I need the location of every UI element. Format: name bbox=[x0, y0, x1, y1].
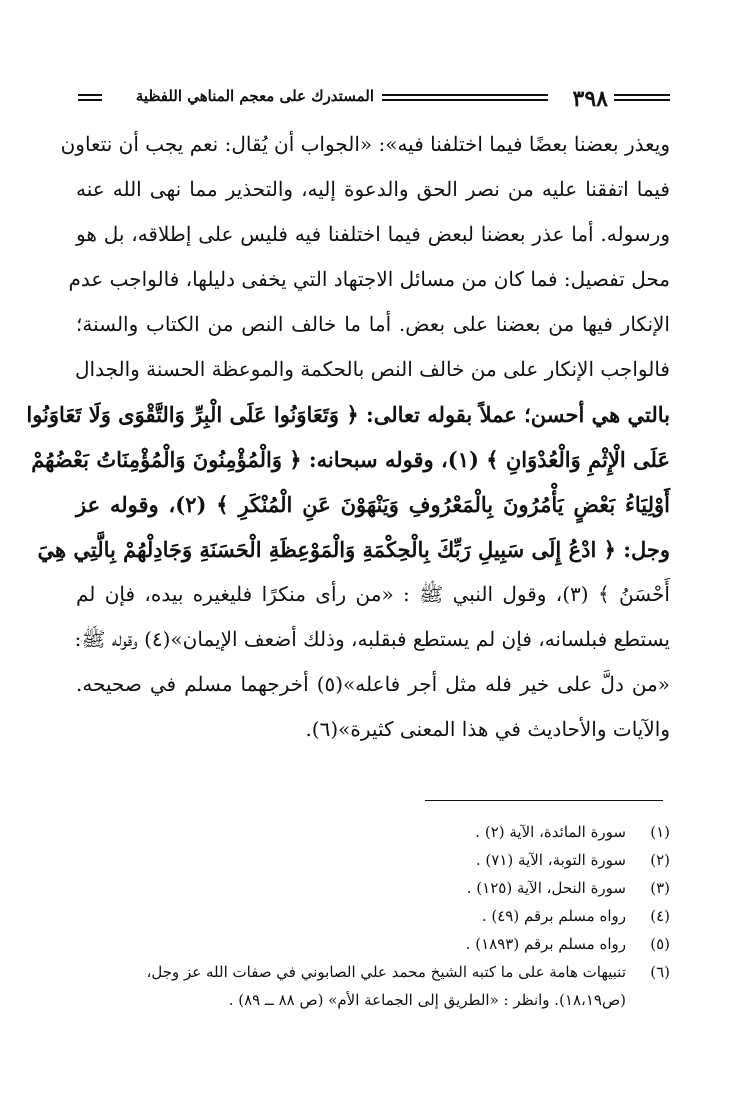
text-line: يستطع فبلسانه، فإن لم يستطع فبقلبه، وذلك أضعف الإيمان»(٤) وقوله ﷺ: bbox=[74, 627, 670, 651]
text-line-quran: عَلَى الْإِثْمِ وَالْعُدْوَانِ ﴾ (١)، وقوله سبحانه: ﴿ وَالْمُؤْمِنُونَ وَالْمُؤْمِنَاتُ بَعْضُهُمْ bbox=[31, 447, 670, 472]
text-line: الإنكار فيها من بعضنا على بعض. أما ما خالف النص من الكتاب والسنة؛ bbox=[76, 312, 670, 336]
footnote bbox=[76, 874, 670, 902]
header-rule-right bbox=[614, 94, 670, 101]
footnote bbox=[76, 818, 670, 846]
page-number: ٣٩٨ bbox=[572, 86, 608, 112]
footnote bbox=[76, 930, 670, 958]
text-line: «من دلَّ على خير فله مثل أجر فاعله»(٥) أخرجهما مسلم في صحيحه. bbox=[76, 672, 671, 696]
header-rule-middle bbox=[382, 94, 548, 101]
footnote-text: سورة التوبة، الآية (٧١) . bbox=[475, 851, 626, 869]
footnote-text: رواه مسلم برقم (١٨٩٣) . bbox=[465, 935, 626, 953]
footnotes bbox=[76, 818, 670, 1014]
text-line-quran: بالتي هي أحسن؛ عملاً بقوله تعالى: ﴿ وَتَعَاوَنُوا عَلَى الْبِرِّ وَالتَّقْوَى وَلَا تَعَاوَنُوا bbox=[26, 402, 670, 427]
text-line: ورسوله. أما عذر بعضنا لبعض فيما اختلفنا فيه فليس على إطلاقه، بل هو bbox=[76, 222, 670, 246]
footnote-number: (٤) bbox=[650, 907, 670, 925]
footnote bbox=[76, 846, 670, 874]
footnote-number: (١) bbox=[650, 823, 670, 841]
page-header bbox=[78, 86, 670, 114]
text-line: محل تفصيل: فما كان من مسائل الاجتهاد التي يخفى دليلها، فالواجب عدم bbox=[68, 267, 670, 291]
text-line-quran: وجل: ﴿ ادْعُ إِلَى سَبِيلِ رَبِّكَ بِالْحِكْمَةِ وَالْمَوْعِظَةِ الْحَسَنَةِ وَجَادِلْهُمْ بِالَّتِي هِيَ bbox=[37, 537, 670, 562]
footnote-number: (٦) bbox=[650, 963, 670, 981]
footnote-text: سورة المائدة، الآية (٢) . bbox=[475, 823, 626, 841]
footnote-text: سورة النحل، الآية (١٢٥) . bbox=[466, 879, 626, 897]
header-rule-left bbox=[78, 94, 102, 101]
text-line: فيما اتفقنا عليه من نصر الحق والدعوة إليه، والتحذير مما نهى الله عنه bbox=[76, 177, 670, 201]
running-title: المستدرك على معجم المناهي اللفظية bbox=[135, 87, 374, 105]
main-text bbox=[26, 122, 671, 752]
footnote bbox=[76, 958, 670, 1014]
text-line: ويعذر بعضنا بعضًا فيما اختلفنا فيه»: «الجواب أن يُقال: نعم يجب أن نتعاون bbox=[60, 132, 670, 156]
footnote-number: (٣) bbox=[650, 879, 670, 897]
text-line: والآيات والأحاديث في هذا المعنى كثيرة»(٦). bbox=[305, 717, 670, 741]
footnote-text: رواه مسلم برقم (٤٩) . bbox=[481, 907, 626, 925]
footnote bbox=[76, 902, 670, 930]
footnote-text: تنبيهات هامة على ما كتبه الشيخ محمد علي الصابوني في صفات الله عز وجل، (ص١٨،١٩). وانظر : «الطريق إلى الجماعة الأم» (ص ٨٨ ــ ٨٩) . bbox=[146, 963, 626, 1009]
footnote-separator bbox=[425, 800, 663, 801]
text-line: فالواجب الإنكار على من خالف النص بالحكمة والموعظة الحسنة والجدال bbox=[74, 357, 670, 381]
text-line-quran: أَوْلِيَاءُ بَعْضٍ يَأْمُرُونَ بِالْمَعْرُوفِ وَيَنْهَوْنَ عَنِ الْمُنْكَرِ ﴾ (٢)، وقوله عز bbox=[76, 492, 671, 517]
footnote-number: (٢) bbox=[650, 851, 670, 869]
text-line: أَحْسَنُ ﴾ (٣)، وقول النبي ﷺ : «من رأى منكرًا فليغيره بيده، فإن لم bbox=[76, 582, 670, 606]
footnote-number: (٥) bbox=[650, 935, 670, 953]
